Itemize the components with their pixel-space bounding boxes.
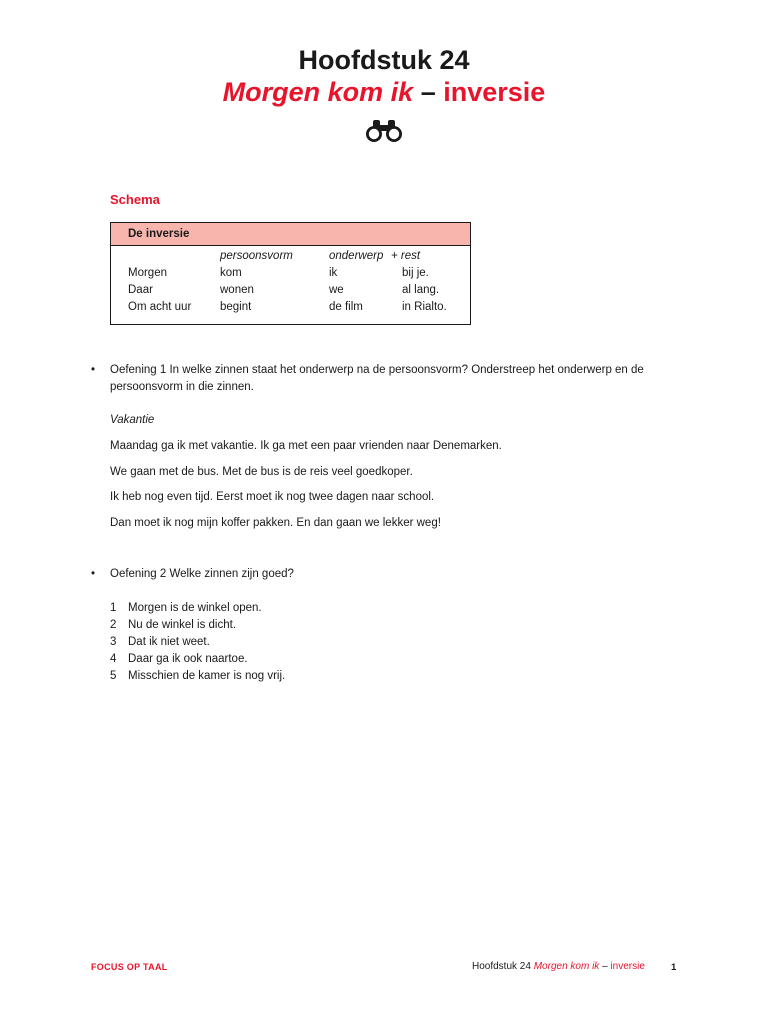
- cell-subject: we: [329, 284, 344, 296]
- list-item-number: 4: [110, 653, 117, 665]
- cell-subject: ik: [329, 267, 338, 279]
- chapter-subtitle: [0, 76, 768, 108]
- cell-adverbial: Daar: [128, 284, 153, 296]
- schema-table-title: De inversie: [111, 223, 470, 246]
- cell-rest: bij je.: [402, 267, 429, 279]
- bullet: •: [91, 568, 96, 580]
- subtitle-italic: Morgen kom ik: [222, 77, 414, 107]
- footer-chapter-italic: Morgen kom ik: [533, 961, 600, 972]
- schema-label: Schema: [110, 192, 160, 207]
- list-item-number: 1: [110, 602, 117, 614]
- exercise-1-instruction-line2: persoonsvorm in die zinnen.: [110, 381, 254, 393]
- exercise-1-sentence: We gaan met de bus. Met de bus is de reis veel goedkoper.: [110, 466, 413, 478]
- exercise-1-heading: Vakantie: [110, 414, 155, 426]
- exercise-1-sentence: Maandag ga ik met vakantie. Ik ga met een paar vrienden naar Denemarken.: [110, 440, 502, 452]
- list-item: Morgen is de winkel open.: [128, 602, 262, 614]
- cell-verb: kom: [220, 267, 242, 279]
- list-item: Nu de winkel is dicht.: [128, 619, 237, 631]
- exercise-1-sentence: Ik heb nog even tijd. Eerst moet ik nog twee dagen naar school.: [110, 491, 435, 503]
- cell-subject: de film: [329, 301, 363, 313]
- list-item: Dat ik niet weet.: [128, 636, 210, 648]
- exercise-1-sentence: Dan moet ik nog mijn koffer pakken. En dan gaan we lekker weg!: [110, 517, 441, 529]
- col-header-onderwerp: onderwerp: [329, 250, 384, 262]
- cell-verb: begint: [220, 301, 252, 313]
- footer-chapter-prefix: Hoofdstuk 24: [472, 961, 534, 972]
- subtitle-dash: –: [413, 77, 444, 107]
- list-item-number: 5: [110, 670, 117, 682]
- footer-chapter-rest: inversie: [610, 961, 645, 972]
- subtitle-rest: inversie: [443, 77, 546, 107]
- footer-brand: FOCUS OP TAAL: [91, 962, 168, 972]
- list-item-number: 3: [110, 636, 117, 648]
- exercise-2-instruction: Oefening 2 Welke zinnen zijn goed?: [110, 568, 294, 580]
- table-row: [111, 282, 470, 299]
- list-item: Misschien de kamer is nog vrij.: [128, 670, 286, 682]
- footer-chapter: [472, 961, 645, 972]
- page-number: 1: [671, 962, 677, 973]
- cell-adverbial: Om acht uur: [128, 301, 192, 313]
- col-header-persoonsvorm: persoonsvorm: [220, 250, 293, 262]
- list-item-number: 2: [110, 619, 117, 631]
- binoculars-icon: [364, 118, 404, 144]
- chapter-title: Hoofdstuk 24: [298, 45, 470, 75]
- cell-rest: in Rialto.: [402, 301, 447, 313]
- list-item: Daar ga ik ook naartoe.: [128, 653, 248, 665]
- table-row: [111, 299, 470, 316]
- col-header-rest: + rest: [391, 250, 421, 262]
- cell-adverbial: Morgen: [128, 267, 167, 279]
- inversion-schema-table: [110, 222, 471, 325]
- exercise-1-instruction-line1: Oefening 1 In welke zinnen staat het onderwerp na de persoonsvorm? Onderstreep het onderwerp en de: [110, 364, 644, 376]
- footer-chapter-dash: –: [599, 961, 611, 972]
- cell-verb: wonen: [220, 284, 254, 296]
- table-row: [111, 265, 470, 282]
- schema-header-row: [111, 248, 470, 265]
- bullet: •: [91, 364, 96, 376]
- cell-rest: al lang.: [402, 284, 440, 296]
